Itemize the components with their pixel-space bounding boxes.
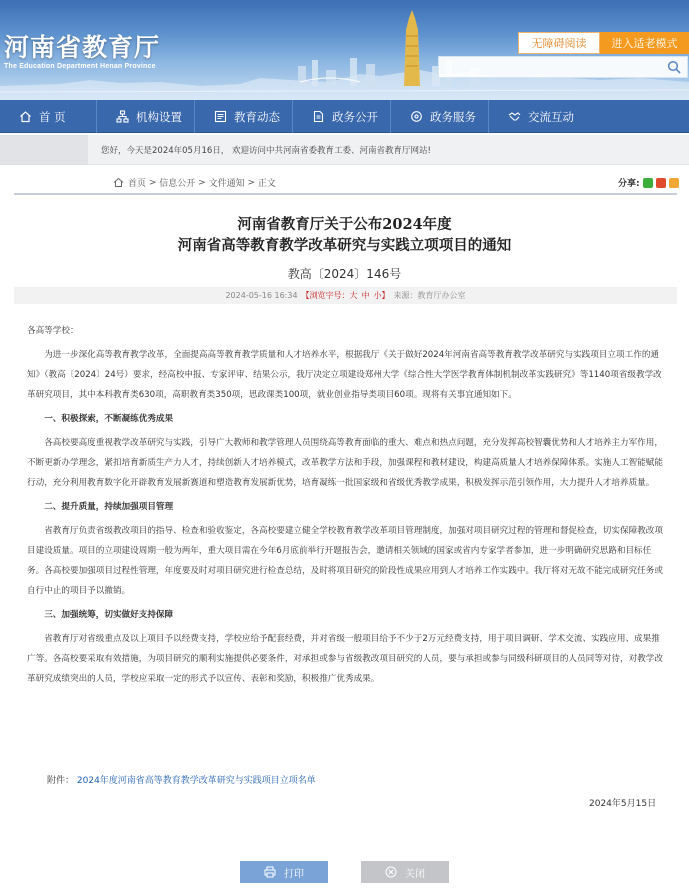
section-paragraph-1: 各高校要高度重视教学改革研究与实践，引导广大教师和教学管理人员围绕高等教育面临的重大、难点和热点问题，充分发挥高校智囊优势和人才培养主力军作用，不断更新办学理念，紧扣培育新质生产力人才，持续创新人才培养模式，改革教学方法和手段，加强课程和教材建设，构建高质量人才培养保障体系。实施人工智能赋能行动，充分利用教育数字化开辟教育发展新赛道和塑造教育发展新优势，培育凝练一批国家级和省级优秀教学成果，积极发挥示范引领作用，大力提升人才培养质量。 [27, 438, 663, 488]
print-label: 打印 [284, 868, 304, 880]
font-size-small[interactable]: 小 [373, 291, 382, 300]
search-box [438, 56, 688, 78]
handshake-icon [508, 110, 521, 123]
section-heading-2: 二、提升质量，持续加强项目管理 [44, 502, 174, 512]
qzone-share-icon[interactable] [669, 178, 679, 188]
accessibility-button[interactable]: 无障碍阅读 [518, 32, 600, 54]
nav-item-label: 政务公开 [332, 109, 378, 124]
site-title: 河南省教育厅 [4, 33, 161, 62]
attachment [47, 773, 316, 786]
nav-item-home[interactable] [0, 100, 97, 133]
source-label: 来源： [393, 291, 418, 300]
article-meta [14, 287, 677, 304]
salutation: 各高等学校： [27, 326, 79, 336]
section-heading-1: 一、积极探索，不断凝练优秀成果 [44, 414, 174, 424]
attachment-label: 附件： [47, 776, 75, 786]
publish-time: 2024-05-16 16:34 [225, 291, 298, 300]
breadcrumb [113, 176, 276, 189]
nav-item-label: 机构设置 [136, 109, 182, 124]
breadcrumb-row [0, 172, 689, 192]
header-banner [0, 0, 689, 100]
breadcrumb-info[interactable]: 信息公开 [159, 179, 196, 189]
font-size-end: 】 [381, 291, 390, 300]
breadcrumb-home[interactable]: 首页 [128, 179, 147, 189]
search-icon[interactable] [667, 60, 681, 74]
section-heading-3: 三、加强统筹，切实做好支持保障 [44, 610, 174, 620]
article-title-line1: 河南省教育厅关于公布2024年度 [237, 216, 452, 233]
elder-mode-button[interactable]: 进入适老模式 [600, 32, 689, 54]
org-icon [116, 110, 129, 123]
close-button[interactable] [361, 861, 449, 883]
article-body [27, 321, 667, 689]
section-paragraph-3: 省教育厅对省级重点及以上项目予以经费支持，学校应给予配套经费，并对省级一般项目给予不少于2万元经费支持，用于项目调研、学术交流、实践应用、成果推广等。各高校要采取有效措施，为项目研究的顺利实施提供必要条件，对承担或参与省级教改项目研究的人员，要与承担或参与同级科研项目的人员同等对待，对教学改革研究成绩突出的人员，学校应采取一定的形式予以宣传、表彰和奖励，积极推广优秀成果。 [27, 634, 663, 684]
close-icon [385, 866, 397, 878]
news-icon [214, 110, 227, 123]
site-subtitle: The Education Department Henan Province [4, 63, 156, 70]
nav-item-interaction[interactable] [489, 100, 689, 133]
attachment-link[interactable]: 2024年度河南省高等教育教学改革研究与实践项目立项名单 [76, 776, 316, 786]
nav-item-label: 交流互动 [528, 109, 574, 124]
breadcrumb-separator: > [244, 177, 258, 188]
source-value: 教育厅办公室 [417, 291, 466, 300]
print-button[interactable] [240, 861, 328, 883]
font-size-medium[interactable]: 中 [361, 291, 370, 300]
nav-item-service[interactable] [391, 100, 489, 133]
intro-paragraph: 为进一步深化高等教育教学改革，全面提高高等教育教学质量和人才培养水平，根据我厅《关于做好2024年河南省高等教育教学改革研究与实践项目立项工作的通知》（教高〔2024〕24号）要求，经高校申报、专家评审、结果公示，我厅决定立项建设郑州大学《综合性大学医学教育体制机制改革实践研究》等1140项省级教学改革研究项目，其中本科教育类630项，高职教育类350项，思政课类100项，就业创业指导类项目60项。现将有关事宜通知如下。 [27, 350, 662, 400]
close-label: 关闭 [405, 868, 425, 880]
font-size-large[interactable]: 大 [349, 291, 358, 300]
font-size-label: 【浏览字号： [301, 291, 350, 300]
article-title-line2: 河南省高等教育教学改革研究与实践立项项目的通知 [177, 237, 512, 254]
wechat-share-icon[interactable] [643, 178, 653, 188]
breadcrumb-current: 正文 [257, 179, 276, 189]
breadcrumb-separator: > [195, 177, 209, 188]
section-paragraph-2: 省教育厅负责省级教改项目的指导、检查和验收鉴定，各高校要建立健全学校教育教学改革项目管理制度，加强对项目研究过程的管理和督促检查，切实保障教改项目建设质量。项目的立项建设周期一般为两年，重大项目需在今年6月底前举行开题报告会，邀请相关领域的国家或省内专家学者参加，进一步明确研究思路和目标任务。各高校要加强项目过程性管理，年度要及时对项目研究进行检查总结，及时将项目研究的阶段性成果应用到人才培养工作实践中。我厅将对无故不能完成研究任务或自行中止的项目予以撤销。 [27, 526, 663, 596]
main-nav [0, 100, 689, 133]
breadcrumb-separator: > [146, 177, 160, 188]
nav-item-label: 政务服务 [430, 109, 476, 124]
nav-item-label: 首 页 [39, 109, 66, 124]
top-buttons [518, 32, 689, 54]
welcome-notice: 您好，今天是2024年05月16日， 欢迎访问中共河南省委教育工委、河南省教育厅网站! [101, 146, 431, 156]
notice-tab [0, 135, 88, 165]
home-icon [113, 177, 124, 188]
nav-item-public[interactable] [293, 100, 391, 133]
nav-item-news[interactable] [195, 100, 293, 133]
header-divider [14, 193, 677, 195]
share-label: 分享: [618, 179, 640, 189]
printer-icon [264, 866, 276, 878]
weibo-share-icon[interactable] [656, 178, 666, 188]
home-icon [19, 110, 32, 123]
nav-item-org[interactable] [97, 100, 195, 133]
document-number: 教高〔2024〕146号 [287, 267, 402, 281]
document-icon [312, 110, 325, 123]
breadcrumb-notice[interactable]: 文件通知 [208, 179, 245, 189]
service-icon [410, 110, 423, 123]
issue-date: 2024年5月15日 [589, 799, 657, 809]
search-input[interactable] [439, 59, 663, 79]
nav-item-label: 教育动态 [234, 109, 280, 124]
share-bar [618, 176, 679, 189]
notice-bar [0, 135, 689, 165]
